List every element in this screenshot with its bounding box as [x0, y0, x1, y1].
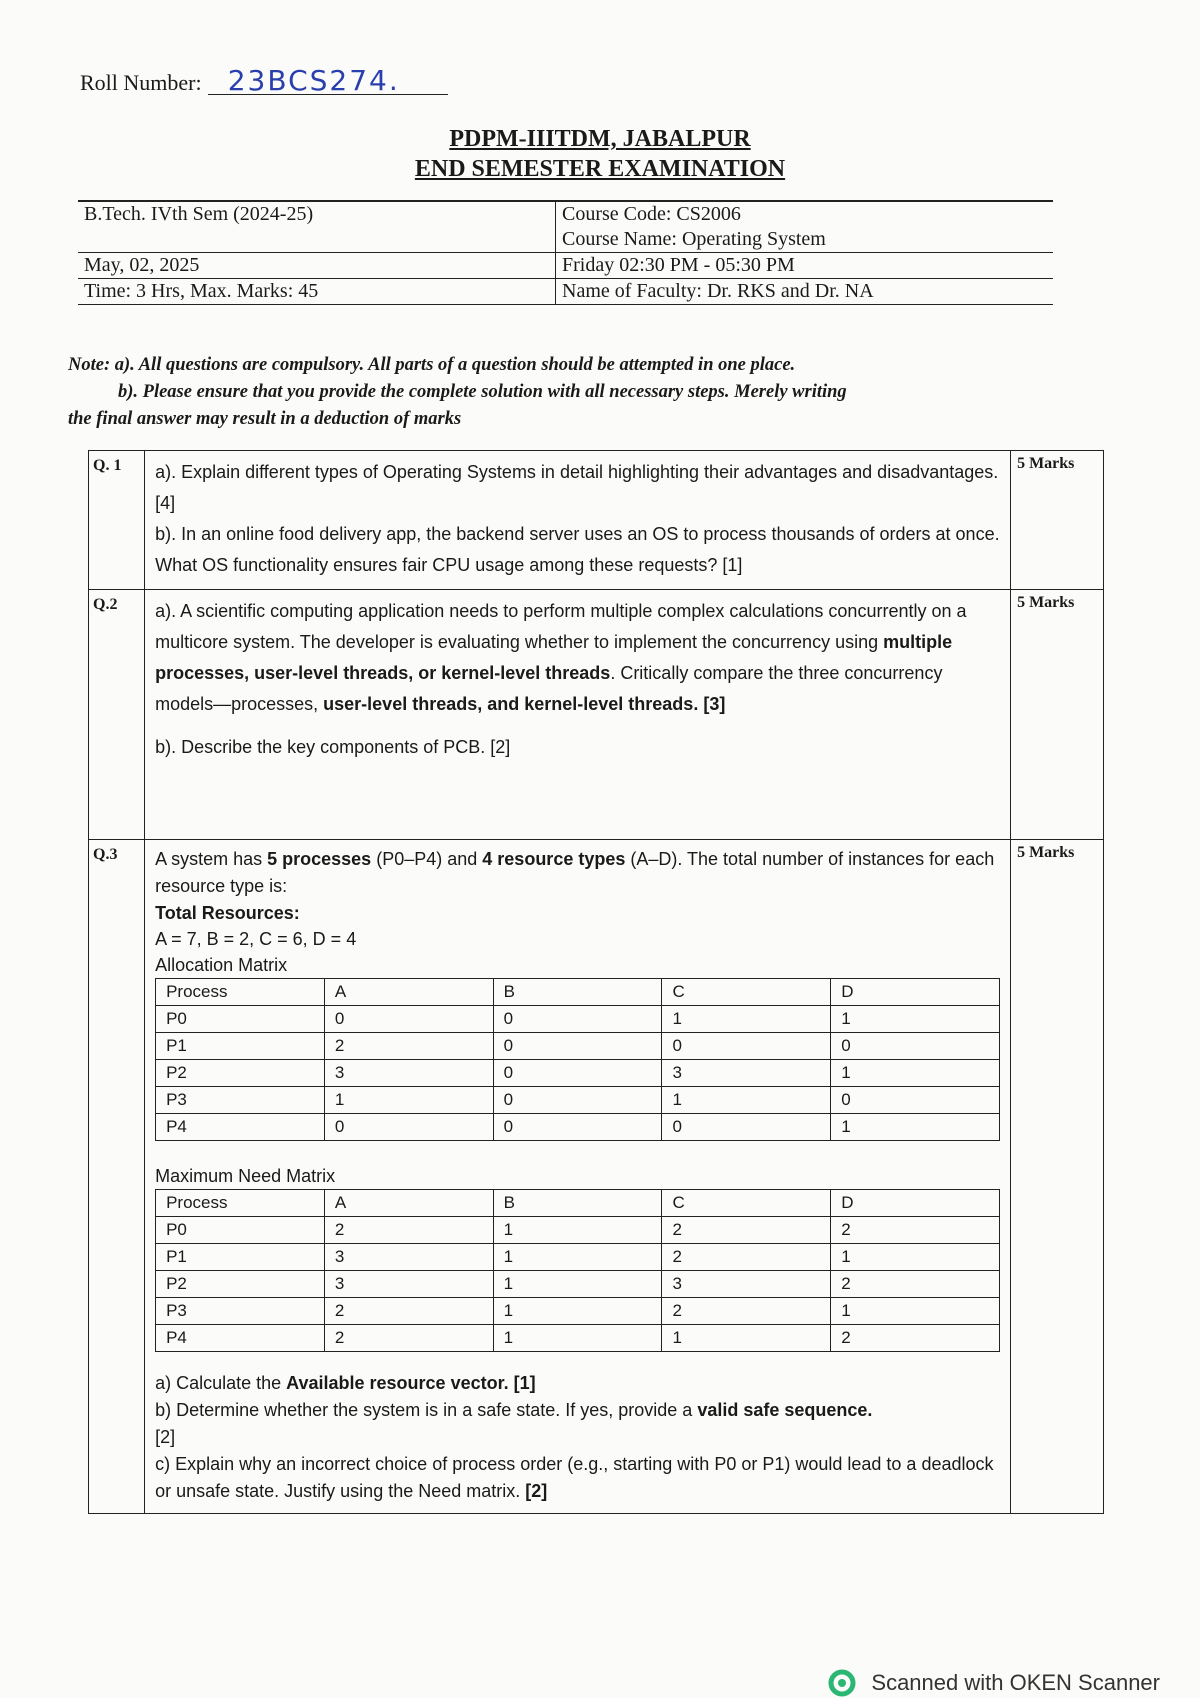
- question-marks: 5 Marks: [1011, 451, 1104, 590]
- matrix-cell: D: [831, 1190, 1000, 1217]
- roll-number-value: 23BCS274.: [208, 68, 448, 95]
- exam-note: [68, 352, 1053, 433]
- matrix-cell: 1: [831, 1244, 1000, 1271]
- matrix-cell: P2: [156, 1060, 325, 1087]
- matrix-cell: 0: [493, 1060, 662, 1087]
- matrix-cell: 1: [831, 1114, 1000, 1141]
- matrix-row: [156, 1244, 1000, 1271]
- matrix-cell: 1: [493, 1271, 662, 1298]
- matrix-cell: 0: [662, 1114, 831, 1141]
- roll-number-label: Roll Number:: [80, 70, 202, 95]
- matrix-cell: 3: [662, 1060, 831, 1087]
- matrix-cell: 0: [493, 1006, 662, 1033]
- matrix-cell: 1: [662, 1325, 831, 1352]
- q3-part-c: c) Explain why an incorrect choice of process order (e.g., starting with P0 or P1) would lead to a deadlock or unsafe state. Justify using the Need matrix. [2]: [155, 1454, 994, 1501]
- scanner-text: Scanned with OKEN Scanner: [871, 1670, 1160, 1695]
- matrix-cell: P1: [156, 1033, 325, 1060]
- question-body: [145, 590, 1011, 840]
- matrix-cell: 2: [324, 1217, 493, 1244]
- q1-part-b: b). In an online food delivery app, the backend server uses an OS to process thousands of orders at once. What OS functionality ensures fair CPU usage among these requests? [1]: [155, 524, 1000, 575]
- matrix-cell: P0: [156, 1217, 325, 1244]
- question-number: Q.3: [89, 840, 145, 1514]
- matrix-cell: 2: [831, 1325, 1000, 1352]
- matrix-cell: 2: [831, 1217, 1000, 1244]
- matrix-row: [156, 1217, 1000, 1244]
- program: B.Tech. IVth Sem (2024-25): [78, 201, 556, 227]
- question-row: [89, 590, 1104, 840]
- matrix-cell: 2: [324, 1325, 493, 1352]
- q1-part-a: a). Explain different types of Operating Systems in detail highlighting their advantages and disadvantages. [4]: [155, 462, 999, 513]
- institute-name: PDPM-IIITDM, JABALPUR: [449, 126, 751, 152]
- question-row: [89, 840, 1104, 1514]
- matrix-cell: 3: [324, 1271, 493, 1298]
- exam-header: [0, 124, 1200, 184]
- matrix-cell: Process: [156, 1190, 325, 1217]
- matrix-cell: 2: [831, 1271, 1000, 1298]
- matrix-cell: 1: [493, 1325, 662, 1352]
- matrix-cell: 1: [493, 1217, 662, 1244]
- allocation-matrix: [155, 978, 1000, 1141]
- note-a: Note: a). All questions are compulsory. All parts of a question should be attempted in one place.: [68, 355, 796, 375]
- matrix-cell: 1: [831, 1006, 1000, 1033]
- q2-part-b: b). Describe the key components of PCB. [2]: [155, 737, 511, 757]
- note-b-line2: the final answer may result in a deduction of marks: [68, 409, 462, 429]
- question-number: Q.2: [89, 590, 145, 840]
- matrix-cell: 0: [662, 1033, 831, 1060]
- matrix-header-row: [156, 979, 1000, 1006]
- matrix-header-row: [156, 1190, 1000, 1217]
- question-marks: 5 Marks: [1011, 590, 1104, 840]
- question-number: Q. 1: [89, 451, 145, 590]
- matrix-row: [156, 1006, 1000, 1033]
- matrix-cell: 3: [662, 1271, 831, 1298]
- matrix-cell: P3: [156, 1087, 325, 1114]
- matrix-cell: B: [493, 979, 662, 1006]
- course-name: Course Name: Operating System: [556, 227, 1054, 253]
- course-code: Course Code: CS2006: [556, 201, 1054, 227]
- matrix-cell: 3: [324, 1060, 493, 1087]
- q3-part-b: b) Determine whether the system is in a safe state. If yes, provide a valid safe sequence. [2]: [155, 1400, 873, 1447]
- q2-part-a: a). A scientific computing application needs to perform multiple complex calculations concurrently on a multicore system. The developer is evaluating whether to implement the concurrency using multiple processes, user-level threads, or kernel-level threads. Critically compare the three concurrency models—processes, user-level threads, and kernel-level threads. [3]: [155, 601, 967, 714]
- matrix-cell: A: [324, 1190, 493, 1217]
- note-b-line1: b). Please ensure that you provide the complete solution with all necessary steps. Merely writing: [118, 382, 847, 402]
- matrix-cell: 0: [493, 1087, 662, 1114]
- matrix-cell: 0: [831, 1087, 1000, 1114]
- matrix-cell: 1: [493, 1298, 662, 1325]
- matrix-row: [156, 1033, 1000, 1060]
- duration-marks: Time: 3 Hrs, Max. Marks: 45: [78, 279, 556, 305]
- matrix-cell: 1: [324, 1087, 493, 1114]
- max-need-matrix: [155, 1189, 1000, 1352]
- exam-time: Friday 02:30 PM - 05:30 PM: [556, 253, 1054, 279]
- matrix-cell: 1: [662, 1006, 831, 1033]
- matrix-cell: 0: [324, 1114, 493, 1141]
- matrix-cell: 0: [324, 1006, 493, 1033]
- matrix-cell: A: [324, 979, 493, 1006]
- scanner-logo-icon: [827, 1668, 861, 1698]
- matrix-row: [156, 1114, 1000, 1141]
- matrix-cell: D: [831, 979, 1000, 1006]
- matrix-cell: 1: [493, 1244, 662, 1271]
- matrix-cell: P1: [156, 1244, 325, 1271]
- matrix-cell: P4: [156, 1325, 325, 1352]
- question-body: [145, 840, 1011, 1514]
- allocation-matrix-title: Allocation Matrix: [155, 955, 288, 975]
- matrix-row: [156, 1325, 1000, 1352]
- max-need-matrix-title: Maximum Need Matrix: [155, 1166, 336, 1186]
- exam-name: END SEMESTER EXAMINATION: [414, 156, 786, 182]
- matrix-row: [156, 1271, 1000, 1298]
- matrix-cell: 2: [324, 1298, 493, 1325]
- matrix-cell: P0: [156, 1006, 325, 1033]
- matrix-cell: P3: [156, 1298, 325, 1325]
- matrix-cell: 1: [662, 1087, 831, 1114]
- matrix-cell: 0: [493, 1033, 662, 1060]
- question-marks: 5 Marks: [1011, 840, 1104, 1514]
- questions-table: [88, 450, 1104, 1514]
- total-resources-values: A = 7, B = 2, C = 6, D = 4: [155, 929, 357, 949]
- exam-date: May, 02, 2025: [78, 253, 556, 279]
- matrix-cell: P4: [156, 1114, 325, 1141]
- matrix-cell: C: [662, 979, 831, 1006]
- matrix-cell: 3: [324, 1244, 493, 1271]
- roll-number: [80, 64, 448, 97]
- matrix-cell: P2: [156, 1271, 325, 1298]
- matrix-cell: 2: [324, 1033, 493, 1060]
- question-body: [145, 451, 1011, 590]
- matrix-row: [156, 1060, 1000, 1087]
- matrix-cell: 0: [493, 1114, 662, 1141]
- matrix-cell: 2: [662, 1244, 831, 1271]
- matrix-row: [156, 1298, 1000, 1325]
- matrix-row: [156, 1087, 1000, 1114]
- course-info-table: [78, 200, 1053, 305]
- matrix-cell: 1: [831, 1060, 1000, 1087]
- matrix-cell: 0: [831, 1033, 1000, 1060]
- q3-intro: A system has 5 processes (P0–P4) and 4 resource types (A–D). The total number of instances for each resource type is:: [155, 849, 995, 896]
- scanner-watermark: [827, 1668, 1160, 1698]
- matrix-cell: B: [493, 1190, 662, 1217]
- matrix-cell: 2: [662, 1298, 831, 1325]
- total-resources-label: Total Resources:: [155, 903, 300, 923]
- question-row: [89, 451, 1104, 590]
- faculty: Name of Faculty: Dr. RKS and Dr. NA: [556, 279, 1054, 305]
- matrix-cell: C: [662, 1190, 831, 1217]
- q3-part-a: a) Calculate the Available resource vector. [1]: [155, 1373, 536, 1393]
- matrix-cell: 2: [662, 1217, 831, 1244]
- matrix-cell: Process: [156, 979, 325, 1006]
- matrix-cell: 1: [831, 1298, 1000, 1325]
